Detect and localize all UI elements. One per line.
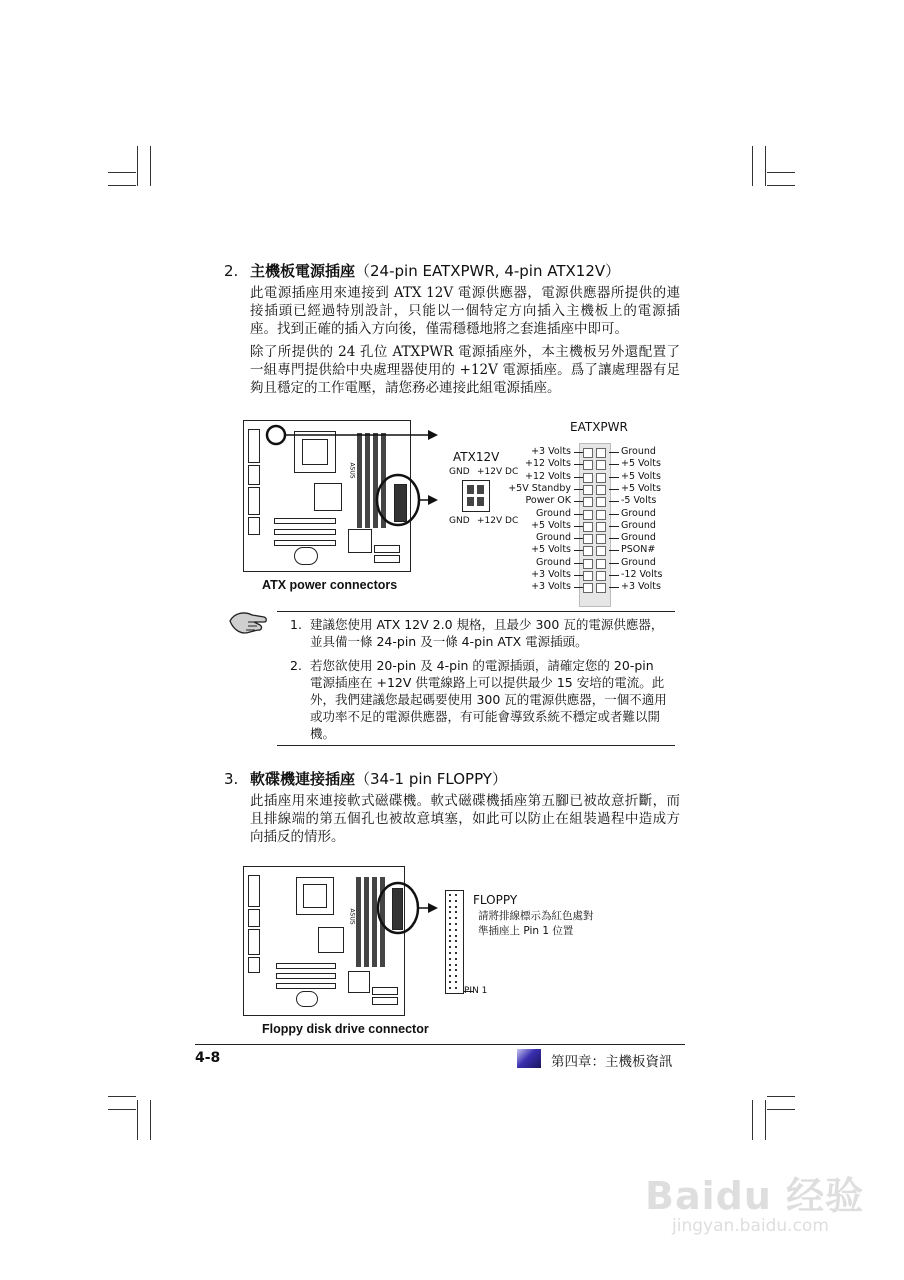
pin-1-label: PIN 1 bbox=[464, 986, 488, 996]
chapter-title: 第四章：主機板資訊 bbox=[551, 1054, 673, 1070]
connector-pin bbox=[583, 497, 593, 507]
floppy-pin bbox=[455, 958, 457, 960]
section-2-title bbox=[224, 260, 620, 281]
floppy-pin bbox=[455, 911, 457, 913]
eatxpwr-pin-label-left: +12 Volts bbox=[525, 470, 571, 482]
connector-pin bbox=[583, 559, 593, 569]
section-2-paragraph-1: 此電源插座用來連接到 ATX 12V 電源供應器，電源供應器所提供的連接插頭已經過特別設計，只能以一個特定方向插入主機板上的電源插座。找到正確的插入方向後，僅需穩穩地將之套進插座中即可。 bbox=[250, 285, 680, 337]
connector-pin bbox=[583, 473, 593, 483]
connector-pin bbox=[583, 571, 593, 581]
floppy-pin bbox=[449, 981, 451, 983]
eatxpwr-pin-label-right: -12 Volts bbox=[621, 569, 663, 580]
connector-pin bbox=[596, 460, 606, 470]
floppy-pin bbox=[455, 964, 457, 966]
eatxpwr-pin-label-right: -5 Volts bbox=[621, 495, 657, 507]
floppy-pin bbox=[449, 894, 451, 896]
figure-2-caption: Floppy disk drive connector bbox=[262, 1022, 429, 1036]
connector-pin bbox=[596, 510, 606, 520]
connector-pin bbox=[583, 485, 593, 495]
atx12v-top-right: +12V DC bbox=[477, 467, 519, 477]
note-number: 2. bbox=[290, 658, 302, 673]
eatxpwr-pin-label-left: Ground bbox=[536, 556, 571, 568]
pin-leader bbox=[609, 575, 619, 576]
connector-pin bbox=[596, 497, 606, 507]
floppy-pin bbox=[449, 946, 451, 948]
section-number: 3. bbox=[224, 770, 239, 788]
eatxpwr-title: EATXPWR bbox=[570, 420, 628, 434]
eatxpwr-pin-label-right: Ground bbox=[621, 532, 656, 544]
section-3-paragraph: 此插座用來連接軟式磁碟機。軟式磁碟機插座第五腳已被故意折斷，而且排線端的第五個孔也被故意填塞，如此可以防止在組裝過程中造成方向插反的情形。 bbox=[250, 793, 680, 845]
atx12v-bottom-right: +12V DC bbox=[477, 516, 519, 526]
watermark-url: jingyan.baidu.com bbox=[672, 1216, 829, 1236]
eatxpwr-pin-label-right: +5 Volts bbox=[621, 470, 661, 482]
floppy-pin bbox=[455, 906, 457, 908]
footer-rule bbox=[195, 1044, 685, 1045]
floppy-pin bbox=[449, 911, 451, 913]
floppy-pin bbox=[449, 917, 451, 919]
eatxpwr-pin-label-left: +12 Volts bbox=[525, 458, 571, 470]
floppy-pin bbox=[449, 958, 451, 960]
floppy-pin bbox=[449, 940, 451, 942]
section-title-bold: 軟碟機連接插座 bbox=[250, 770, 356, 788]
eatxpwr-pin-label-right: +5 Volts bbox=[621, 482, 661, 494]
pin-leader bbox=[609, 489, 619, 490]
watermark-brand: Baidu 经验 bbox=[645, 1174, 865, 1218]
section-2-paragraph-2: 除了所提供的 24 孔位 ATXPWR 電源插座外，本主機板另外還配置了一組專門提供給中央處理器使用的 +12V 電源插座。爲了讓處理器有足夠且穩定的工作電壓，請您務必連接此組電源插座。 bbox=[250, 344, 680, 396]
page-number: 4-8 bbox=[195, 1050, 221, 1066]
pin-leader bbox=[609, 464, 619, 465]
eatxpwr-pin-label-right: Ground bbox=[621, 446, 656, 457]
connector-pin bbox=[596, 534, 606, 544]
atx12v-title: ATX12V bbox=[453, 450, 500, 464]
floppy-pin bbox=[449, 923, 451, 925]
pin-leader bbox=[609, 477, 619, 478]
floppy-pin bbox=[455, 940, 457, 942]
note-item bbox=[290, 616, 670, 650]
connector-pin bbox=[596, 522, 606, 532]
floppy-pin bbox=[455, 929, 457, 931]
pin-leader bbox=[609, 563, 619, 564]
eatxpwr-pin-label-right: +5 Volts bbox=[621, 458, 661, 470]
connector-pin bbox=[596, 448, 606, 458]
eatxpwr-pin-label-left: +5 Volts bbox=[531, 544, 571, 556]
connector-pin bbox=[583, 534, 593, 544]
floppy-pin bbox=[455, 969, 457, 971]
pin-leader bbox=[609, 526, 619, 527]
connector-pin bbox=[596, 473, 606, 483]
floppy-note-line-1: 請將排線標示為紅色處對 bbox=[478, 910, 594, 922]
eatxpwr-pin-label-right: Ground bbox=[621, 556, 656, 568]
pin-leader bbox=[609, 501, 619, 502]
note-text: 建議您使用 ATX 12V 2.0 規格，且最少 300 瓦的電源供應器，並具備一條 24-pin 及一條 4-pin ATX 電源插頭。 bbox=[310, 617, 664, 649]
floppy-note-line-2: 準插座上 Pin 1 位置 bbox=[478, 925, 574, 937]
floppy-pin bbox=[455, 900, 457, 902]
note-item bbox=[290, 657, 670, 742]
floppy-pin bbox=[455, 952, 457, 954]
callout-arrows bbox=[240, 418, 440, 528]
callout-arrow bbox=[370, 880, 450, 940]
floppy-pin bbox=[449, 969, 451, 971]
eatxpwr-pin-label-right: PSON# bbox=[621, 544, 656, 556]
connector-pin bbox=[596, 559, 606, 569]
section-number: 2. bbox=[224, 262, 239, 280]
eatxpwr-pin-label-left: Ground bbox=[536, 507, 571, 519]
eatxpwr-pin-label-right: Ground bbox=[621, 507, 656, 519]
eatxpwr-pin-label-right: Ground bbox=[621, 519, 656, 531]
floppy-pin bbox=[449, 900, 451, 902]
chapter-marker-icon bbox=[517, 1049, 541, 1068]
section-3-title bbox=[224, 768, 507, 789]
board-brand: ASUS bbox=[348, 908, 356, 925]
floppy-pin bbox=[449, 964, 451, 966]
connector-pin bbox=[596, 485, 606, 495]
section-title-bold: 主機板電源插座 bbox=[250, 262, 356, 280]
pin-leader bbox=[609, 587, 619, 588]
floppy-pin bbox=[449, 929, 451, 931]
atx12v-bottom-left: GND bbox=[449, 516, 470, 526]
floppy-pin bbox=[455, 987, 457, 989]
floppy-on-board bbox=[392, 888, 403, 930]
connector-pin bbox=[583, 546, 593, 556]
note-text: 若您欲使用 20-pin 及 4-pin 的電源插頭，請確定您的 20-pin 電源插座在 +12V 供電線路上可以提供最少 15 安培的電流。此外，我們建議您最起碼要使用 300 瓦的電源供應器，一個不適用或功率不足的電源供應器，有可能會導致系統不穩定或者難以開機。 bbox=[310, 658, 667, 741]
hand-pointing-icon bbox=[226, 607, 268, 637]
floppy-pin bbox=[455, 917, 457, 919]
figure-1-caption: ATX power connectors bbox=[262, 578, 398, 592]
connector-pin bbox=[596, 583, 606, 593]
eatxpwr-pin-label-left: Ground bbox=[536, 532, 571, 544]
floppy-pin bbox=[449, 975, 451, 977]
section-title-rest: （24-pin EATXPWR, 4-pin ATX12V） bbox=[355, 262, 621, 280]
eatxpwr-pin-label-left: Power OK bbox=[525, 495, 571, 507]
floppy-pin bbox=[455, 935, 457, 937]
floppy-pin bbox=[455, 946, 457, 948]
pin-leader bbox=[609, 452, 619, 453]
note-number: 1. bbox=[290, 617, 302, 632]
floppy-pin bbox=[449, 952, 451, 954]
floppy-pin bbox=[455, 981, 457, 983]
pin-leader bbox=[609, 550, 619, 551]
eatxpwr-on-board bbox=[394, 484, 407, 522]
eatxpwr-pin-label-left: +3 Volts bbox=[531, 446, 571, 457]
connector-pin bbox=[596, 571, 606, 581]
board-brand: ASUS bbox=[348, 462, 356, 479]
floppy-pin bbox=[449, 906, 451, 908]
connector-pin bbox=[583, 510, 593, 520]
eatxpwr-pin-label-right: +3 Volts bbox=[621, 581, 661, 593]
eatxpwr-pin-label-left: +5 Volts bbox=[531, 519, 571, 531]
connector-pin bbox=[583, 583, 593, 593]
connector-pin bbox=[583, 448, 593, 458]
floppy-pin bbox=[449, 935, 451, 937]
floppy-pin bbox=[455, 923, 457, 925]
section-title-rest: （34-1 pin FLOPPY） bbox=[355, 770, 507, 788]
connector-pin bbox=[583, 522, 593, 532]
atx12v-top-left: GND bbox=[449, 467, 470, 477]
pin-leader bbox=[609, 538, 619, 539]
floppy-title: FLOPPY bbox=[473, 893, 518, 907]
connector-pin bbox=[596, 546, 606, 556]
eatxpwr-pin-label-left: +5V Standby bbox=[508, 482, 571, 494]
eatxpwr-pin-label-left: +3 Volts bbox=[531, 569, 571, 580]
pin-leader bbox=[609, 514, 619, 515]
floppy-pin bbox=[455, 894, 457, 896]
floppy-pin bbox=[455, 975, 457, 977]
connector-pin bbox=[583, 460, 593, 470]
eatxpwr-pin-label-left: +3 Volts bbox=[531, 581, 571, 593]
floppy-pin bbox=[449, 987, 451, 989]
